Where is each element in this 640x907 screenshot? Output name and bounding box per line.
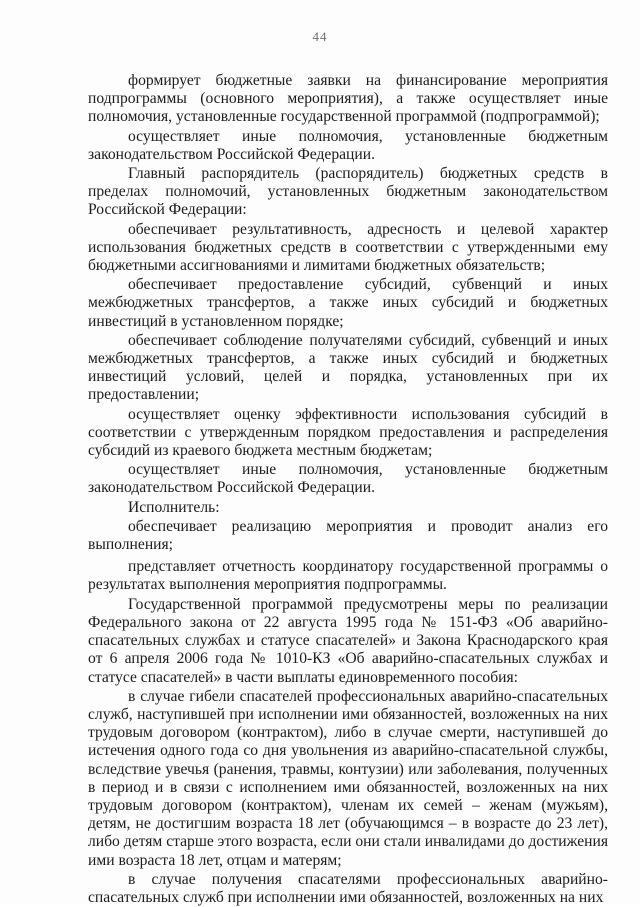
paragraph-chief-manager: Главный распорядитель (распорядитель) бюджетных средств в пределах полномочий, установленных бюджетным законодательством Российской Федерации:	[88, 165, 608, 219]
paragraph-death-case: в случае гибели спасателей профессиональных аварийно-спасательных служб, наступившей при исполнении ими обязанностей, возложенных на них трудовым договором (контрактом), либо в случае смерти, наступившей до истечения одного года со дня увольнения из аварийно-спасательной службы, вследствие увечья (ранения, травмы, контузии) или заболевания, полученных в период и в связи с исполнением ими обязанностей, возложенных на них трудовым договором (контрактом), членам их семей – женам (мужьям), детям, не достигшим возраста 18 лет (обучающимся – в возрасте до 23 лет), либо детям старше этого возраста, если они стали инвалидами до достижения ими возраста 18 лет, отцам и матерям;	[88, 687, 608, 869]
paragraph-executor-heading: Исполнитель:	[128, 498, 220, 516]
paragraph-executor-implementation: обеспечивает реализацию мероприятия и проводит анализ его выполнения;	[88, 517, 608, 554]
document-body	[88, 72, 608, 907]
paragraph-subsidies-evaluation: осуществляет оценку эффективности использования субсидий в соответствии с утвержденным порядком предоставления и распределения субсидий из краевого бюджета местным бюджетам;	[88, 405, 608, 460]
paragraph-subsidies-provision: обеспечивает предоставление субсидий, субвенций и иных межбюджетных трансфертов, а также иных субсидий и бюджетных инвестиций в установленном порядке;	[88, 276, 608, 330]
paragraph-executor-reporting: представляет отчетность координатору государственной программы о результатах выполнения мероприятия подпрограммы.	[88, 558, 608, 594]
paragraph-budget-requests: формирует бюджетные заявки на финансирование мероприятия подпрограммы (основного мероприятия), а также осуществляет иные полномочия, установленные государственной программой (подпрограммой);	[88, 72, 608, 126]
page-number: 44	[312, 29, 328, 44]
paragraph-other-powers-2: осуществляет иные полномочия, установленные бюджетным законодательством Российской Федерации.	[88, 461, 608, 497]
paragraph-state-program-measures: Государственной программой предусмотрены меры по реализации Федерального закона от 22 августа 1995 года № 151-ФЗ «Об аварийно-спасательных службах и статусе спасателей» и Закона Краснодарского края от 6 апреля 2006 года № 1010-КЗ «Об аварийно-спасательных службах и статусе спасателей» в части выплаты единовременного пособия:	[88, 595, 608, 686]
paragraph-subsidies-compliance: обеспечивает соблюдение получателями субсидий, субвенций и иных межбюджетных трансфертов, а также иных субсидий и бюджетных инвестиций условий, целей и порядка, установленных при их предоставлении;	[88, 331, 608, 404]
paragraph-other-powers-1: осуществляет иные полномочия, установленные бюджетным законодательством Российской Федерации.	[88, 127, 608, 163]
paragraph-effectiveness: обеспечивает результативность, адресность и целевой характер использования бюджетных средств в соответствии с утвержденными ему бюджетными ассигнованиями и лимитами бюджетных обязательств;	[88, 220, 608, 275]
paragraph-injury-case: в случае получения спасателями профессиональных аварийно-спасательных служб при исполнении ими обязанностей, возложенных на них	[88, 870, 608, 906]
